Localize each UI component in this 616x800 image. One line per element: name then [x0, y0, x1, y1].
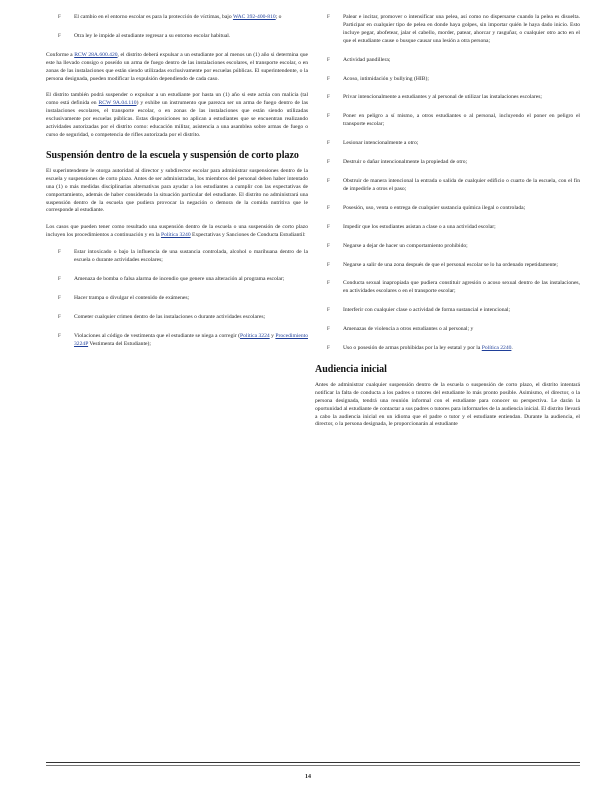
list-item: F Amenazas de violencia a otros estudiantes o al personal; y [327, 326, 580, 334]
left-column [46, 14, 308, 359]
page-number: 14 [305, 774, 311, 780]
list-item: F Negarse a salir de una zona después de que el personal escolar se lo ha ordenado repetidamente; [327, 262, 580, 270]
list-item: F Impedir que los estudiantes asistan a clase o a una actividad escolar; [327, 224, 580, 232]
footer-divider [46, 765, 580, 766]
policy-2240-link[interactable]: Política 2240 [481, 345, 512, 352]
list-item: F Obstruir de manera intencional la entrada o salida de cualquier edificio o cuarto de la escuela, con el fin de impedirle a otros el paso; [327, 178, 580, 194]
list-item: F Palear e incitar, promover o intensificar una pelea, así como no dispersarse cuando la pelea es disuelta. Participar en cualquier tipo de pelea en donde haya golpes, sin importar quién le haya dado inicio. Esto incluye pegar, abofetear, jalar el cabello, morder, patear, ahorcar y rasguñar, o cualquier otro acto en el que el estudiante cause o busque causar una lesión a otra persona; [327, 14, 580, 46]
list-item: F Cometer cualquier crimen dentro de las instalaciones o durante actividades escolares; [58, 314, 308, 322]
list-item: F El cambio en el entorno escolar es para la protección de víctimas, bajo WAC 392-400-810; o [58, 14, 308, 22]
policy-3240-link[interactable]: Política 3240 [160, 232, 191, 239]
initial-hearing-paragraph: Antes de administrar cualquier suspensión dentro de la escuela o suspensión de corto plazo, el distrito intentará notificar la falta de conducta a los padres o tutores del estudiante lo más pronto posible. Asimismo, el director, o la persona designada, tendrá una reunión informal con el estudiante para conocer su perspectiva. Le darán la oportunidad al estudiante de contactar a sus padres o tutores para informarles de la audiencia inicial. El distrito llevará a cabo la audiencia inicial en un idioma que el padre o tutor y el estudiante entiendan. Durante la audiencia, el director, o la persona designada, le proporcionarán al estudiante [315, 381, 580, 428]
right-column [315, 14, 580, 438]
footer-divider [46, 762, 580, 763]
list-item: F Destruir o dañar intencionalmente la propiedad de otro; [327, 159, 580, 167]
rcw-malice-link[interactable]: RCW 9A.04.110 [98, 100, 137, 107]
suspension-paragraph: El superintendente le otorga autoridad al director y subdirector escolar para administrar suspensiones dentro de la escuela y suspensiones de corto plazo. Antes de ser administradas, los miembros del personal deben haber intentado una (1) o más medidas disciplinarias alternativas para ayudar a los estudiantes a cumplir con las expectativas de comportamiento, además de haber considerado la situación particular del estudiante. El distrito no administrará una suspensión dentro de la escuela que pudiera provocar la negación o demora de la comida nutritiva que le corresponde al estudiante. [46, 167, 308, 214]
policy-3224-link[interactable]: Política 3224 [239, 332, 270, 339]
list-item: F Hacer trampa o divulgar el contenido de exámenes; [58, 295, 308, 303]
procedure-3224p-link[interactable]: Procedimiento 3224P [74, 332, 308, 347]
list-item: F Interferir con cualquier clase o actividad de forma sustancial e intencional; [327, 307, 580, 315]
list-item: F Amenaza de bomba o falsa alarma de incendio que genere una alteración al programa escolar; [58, 276, 308, 284]
list-item: F Privar intencionalmente a estudiantes y al personal de utilizar las instalaciones escolares; [327, 94, 580, 102]
section-heading: Suspensión dentro de la escuela y suspensión de corto plazo [46, 149, 299, 161]
list-item: F Lesionar intencionalmente a otro; [327, 140, 580, 148]
list-item: F Otra ley le impide al estudiante regresar a su entorno escolar habitual. [58, 33, 308, 41]
list-item: F Uso o posesión de armas prohibidas por la ley estatal y por la Política 2240. [327, 345, 580, 353]
section-heading-initial-hearing: Audiencia inicial [315, 363, 387, 375]
malice-paragraph: El distrito también podrá suspender o expulsar a un estudiante por hasta un (1) año si este actúa con malicia (tal como está definida en RCW 9A.04.110) y exhibe un instrumento que parezca ser un arma de fuego dentro de las instalaciones escolares, el transporte escolar, o en zonas de las instalaciones que están siendo utilizadas exclusivamente por escuelas públicas. Estas disposiciones no aplican a estudiantes que se encuentran realizando actividades autorizadas por el distrito como: educación militar, asistencia a una asamblea sobre armas de fuego o curso de seguridad, o competencia de rifles autorizada por el distrito. [46, 92, 309, 138]
list-item: F Acoso, intimidación y bullying (HIB); [327, 76, 580, 84]
list-item: F Poner en peligro a sí mismo, a otros estudiantes o al personal, incluyendo el poner en peligro el transporte escolar; [327, 113, 580, 129]
list-item: F Posesión, uso, venta o entrega de cualquier sustancia química ilegal o controlada; [327, 205, 580, 213]
rcw-link[interactable]: RCW 28A.600.420 [74, 51, 118, 58]
list-item: F Negarse a dejar de hacer un comportamiento prohibido; [327, 243, 580, 251]
expulsion-paragraph: Conforme a RCW 28A.600.420, el distrito deberá expulsar a un estudiante por al menos un (1) año si determina que este ha llevado consigo o poseído un arma de fuego dentro de las instalaciones escolares, el transporte escolar, o en zonas de las instalaciones que están siendo utilizadas exclusivamente por escuelas públicas. El superintendente, o la persona designada, pueden modificar la expulsión dependiendo de cada caso. [46, 51, 308, 82]
list-item: F Actividad pandillera; [327, 57, 580, 65]
list-item: F Conducta sexual inapropiada que pudiera constituir agresión o acoso sexual dentro de las instalaciones, en actividades escolares o en el transporte escolar; [327, 280, 580, 296]
list-item: F Violaciones al código de vestimenta que el estudiante se niega a corregir (Política 3224 y Procedimiento 3224P Vestimenta del Estudiante); [58, 333, 308, 349]
cases-paragraph: Los casos que pueden tener como resultado una suspensión dentro de la escuela o una suspensión de corto plazo incluyen los procedimientos a continuación y en la Política 3240 Expectativas y Sanciones de Conducta Estudiantil: [46, 224, 308, 239]
list-item: F Estar intoxicado o bajo la influencia de una sustancia controlada, alcohol o marihuana dentro de la escuela o durante actividades escolares; [58, 249, 308, 265]
wac-link[interactable]: WAC 392-400-810 [232, 14, 276, 20]
